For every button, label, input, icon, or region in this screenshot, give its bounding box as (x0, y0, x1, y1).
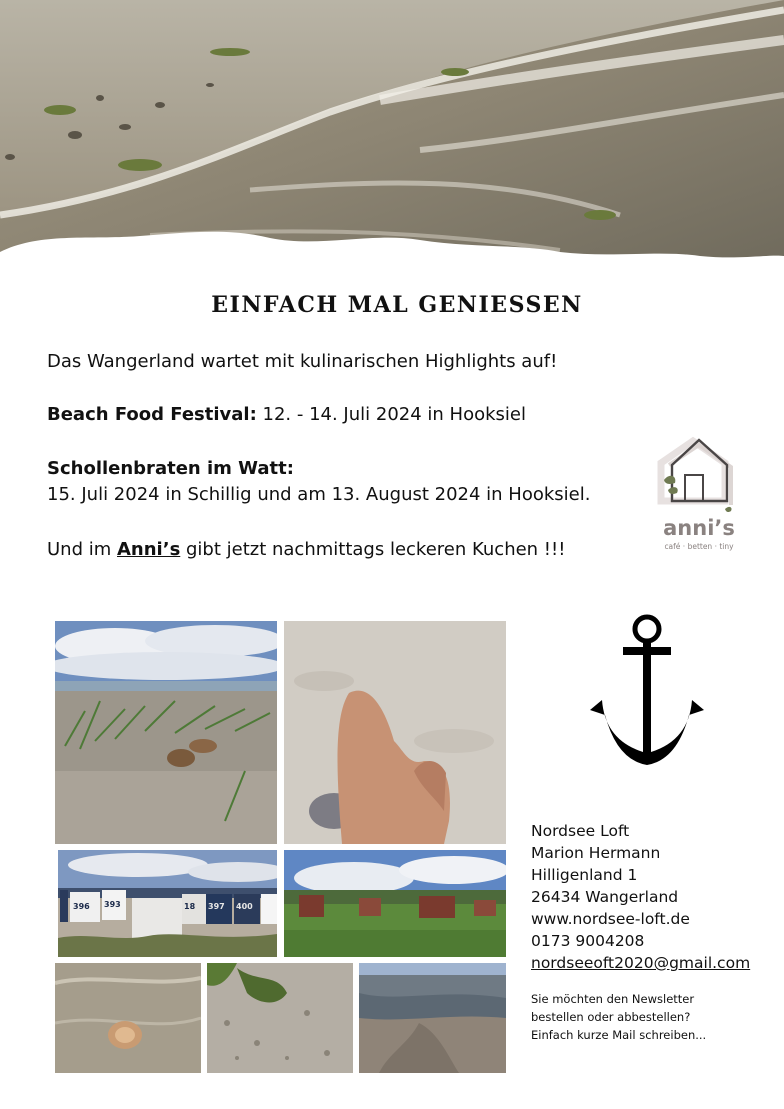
contact-block (531, 820, 750, 974)
newsletter-line: Sie möchten den Newsletter (531, 992, 695, 1006)
logo-wordmark: anni’s (663, 516, 735, 540)
beach-chair-number: 396 (73, 902, 90, 911)
beach-chair-number: 400 (236, 902, 253, 911)
photo-foot-in-sand (284, 621, 506, 844)
event-title: Beach Food Festival: (47, 404, 257, 425)
photo-beach-chairs (58, 850, 277, 957)
photo-dunes-beach-chairs (284, 850, 506, 957)
event-detail: 12. - 14. Juli 2024 in Hooksiel (256, 404, 526, 425)
newsletter-line: Einfach kurze Mail schreiben... (531, 1028, 707, 1042)
annis-logo (655, 435, 743, 560)
contact-person: Marion Hermann (531, 844, 661, 862)
beach-chair-number: 18 (184, 902, 196, 911)
logo-tagline: café · betten · tiny (664, 542, 734, 551)
event-title: Schollenbraten im Watt: (47, 458, 294, 479)
event-beach-food-festival (47, 402, 526, 428)
beach-chair-number: 397 (208, 902, 225, 911)
page-title: EINFACH MAL GENIESSEN (211, 292, 583, 318)
beach-chair-number: 393 (104, 900, 121, 909)
anchor-icon (585, 612, 709, 770)
photo-beach-grass-sandals (55, 621, 277, 844)
photo-jellyfish (55, 963, 201, 1073)
contact-website-link[interactable]: www.nordsee-loft.de (531, 910, 690, 928)
intro-text: Das Wangerland wartet mit kulinarischen Highlights auf! (47, 351, 558, 372)
newsletter-line: bestellen oder abbestellen? (531, 1010, 691, 1024)
event-schollenbraten-detail: 15. Juli 2024 in Schillig und am 13. August 2024 in Hooksiel. (47, 484, 591, 505)
contact-street: Hilligenland 1 (531, 866, 638, 884)
contact-phone: 0173 9004208 (531, 932, 645, 950)
closing-after: gibt jetzt nachmittags leckeren Kuchen !!! (180, 539, 566, 560)
contact-email-link[interactable]: nordseeoft2020@gmail.com (531, 954, 751, 972)
closing-before: Und im (47, 539, 117, 560)
event-schollenbraten-title (47, 456, 294, 482)
photo-tidal-flat (359, 963, 506, 1073)
annis-link[interactable]: Anni’s (117, 539, 181, 560)
hero-photo-wadden-sea (0, 0, 784, 270)
closing-text (47, 537, 565, 563)
newsletter-note (531, 990, 706, 1044)
photo-shells-seaweed (207, 963, 353, 1073)
contact-name: Nordsee Loft (531, 822, 630, 840)
contact-city: 26434 Wangerland (531, 888, 679, 906)
